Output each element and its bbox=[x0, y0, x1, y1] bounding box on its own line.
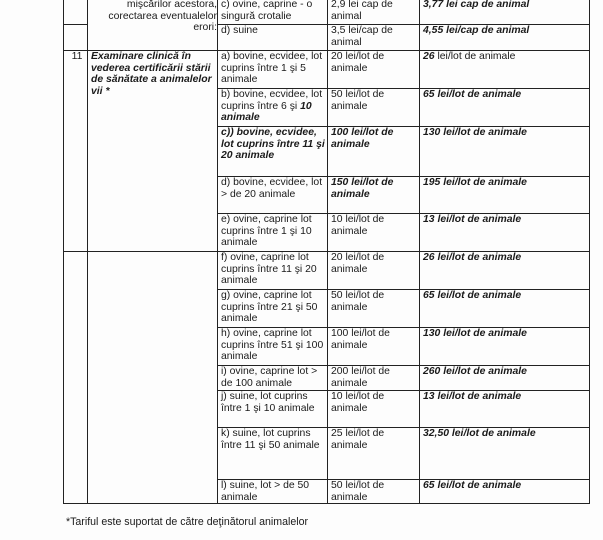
animal-category-cell: g) ovine, caprine lot cuprins între 21 şi 50 animale bbox=[218, 290, 328, 328]
old-tariff-cell: 100 lei/lot de animale bbox=[328, 328, 420, 366]
tariff-text-emphasis: 130 lei/lot de animale bbox=[423, 127, 527, 138]
service-description-cell: mişcărilor acestora, corectarea eventualelor erori: bbox=[88, 0, 218, 51]
animal-category-cell: j) suine, lot cuprins între 1 şi 10 animale bbox=[218, 391, 328, 428]
old-tariff-cell: 50 lei/lot de animale bbox=[328, 480, 420, 504]
tariff-text-emphasis: 150 lei/lot de animale bbox=[331, 177, 394, 200]
new-tariff-cell bbox=[420, 127, 590, 177]
row-number-cell bbox=[64, 25, 88, 51]
tariff-table bbox=[63, 0, 590, 504]
category-text: b) bovine, ecvidee, lot cuprins între 6 şi bbox=[221, 89, 323, 112]
row-number-cell: 11 bbox=[64, 51, 88, 252]
old-tariff-cell: 2,9 lei cap de animal bbox=[328, 0, 420, 25]
tariff-text: 20 lei/lot de animale bbox=[331, 51, 385, 74]
tariff-text-emphasis: 13 lei/lot de animale bbox=[423, 214, 522, 225]
new-tariff-cell: 26 lei/lot de animale bbox=[420, 252, 590, 290]
footnote: *Tariful este suportat de către deţinătorul animalelor bbox=[66, 516, 309, 528]
new-tariff-cell: 13 lei/lot de animale bbox=[420, 391, 590, 428]
old-tariff-cell: 3,5 lei/cap de animal bbox=[328, 25, 420, 51]
old-tariff-cell: 20 lei/lot de animale bbox=[328, 252, 420, 290]
new-tariff-cell bbox=[420, 51, 590, 89]
animal-category-cell bbox=[218, 177, 328, 214]
new-tariff-cell: 130 lei/lot de animale bbox=[420, 328, 590, 366]
tariff-text: 10 lei/lot de animale bbox=[331, 214, 385, 237]
old-tariff-cell: 10 lei/lot de animale bbox=[328, 391, 420, 428]
category-text: d) bovine, ecvidee, lot > de 20 animale bbox=[221, 177, 323, 200]
animal-category-cell: h) ovine, caprine lot cuprins între 51 şi 100 animale bbox=[218, 328, 328, 366]
old-tariff-cell: 200 lei/lot de animale bbox=[328, 366, 420, 391]
animal-category-cell: c) ovine, caprine - o singură crotalie bbox=[218, 0, 328, 25]
old-tariff-cell bbox=[328, 127, 420, 177]
new-tariff-cell: 32,50 lei/lot de animale bbox=[420, 428, 590, 480]
animal-category-cell: d) suine bbox=[218, 25, 328, 51]
animal-category-cell bbox=[218, 214, 328, 252]
old-tariff-cell bbox=[328, 214, 420, 252]
old-tariff-cell: 25 lei/lot de animale bbox=[328, 428, 420, 480]
animal-category-cell: i) ovine, caprine lot > de 100 animale bbox=[218, 366, 328, 391]
row-number-cell bbox=[64, 252, 88, 504]
category-text: e) ovine, caprine lot cuprins între 1 şi 10 animale bbox=[221, 214, 312, 249]
new-tariff-cell: 65 lei/lot de animale bbox=[420, 290, 590, 328]
tariff-text-emphasis: 26 bbox=[423, 51, 435, 62]
animal-category-cell bbox=[218, 89, 328, 127]
table-row bbox=[64, 252, 590, 290]
old-tariff-cell bbox=[328, 89, 420, 127]
new-tariff-cell bbox=[420, 89, 590, 127]
animal-category-cell: k) suine, lot cuprins între 11 şi 50 animale bbox=[218, 428, 328, 480]
table-row bbox=[64, 0, 590, 25]
animal-category-cell: f) ovine, caprine lot cuprins între 11 şi 20 animale bbox=[218, 252, 328, 290]
tariff-text: 50 lei/lot de animale bbox=[331, 89, 385, 112]
tariff-text-emphasis: 100 lei/lot de animale bbox=[331, 127, 394, 150]
new-tariff-cell bbox=[420, 214, 590, 252]
service-description-cell bbox=[88, 252, 218, 504]
tariff-text-emphasis: 65 lei/lot de animale bbox=[423, 89, 522, 100]
tariff-text-emphasis: 195 lei/lot de animale bbox=[423, 177, 527, 188]
old-tariff-cell bbox=[328, 51, 420, 89]
new-tariff-cell: 260 lei/lot de animale bbox=[420, 366, 590, 391]
new-tariff-cell: 3,77 lei cap de animal bbox=[420, 0, 590, 25]
animal-category-cell bbox=[218, 51, 328, 89]
old-tariff-cell: 50 lei/lot de animale bbox=[328, 290, 420, 328]
new-tariff-cell: 4,55 lei/cap de animal bbox=[420, 25, 590, 51]
row-number-cell bbox=[64, 0, 88, 25]
category-text-emphasis: 10 animale bbox=[221, 100, 312, 124]
new-tariff-cell bbox=[420, 177, 590, 214]
old-tariff-cell bbox=[328, 177, 420, 214]
new-tariff-cell: 65 lei/lot de animale bbox=[420, 480, 590, 504]
service-description-cell: Examinare clinică în vederea certificării stării de sănătate a animalelor vii * bbox=[88, 51, 218, 252]
category-text: a) bovine, ecvidee, lot cuprins între 1 şi 5 animale bbox=[221, 51, 323, 86]
animal-category-cell bbox=[218, 127, 328, 177]
category-text-emphasis: c)) bovine, ecvidee, lot cuprins între 11 şi 20 animale bbox=[221, 127, 325, 162]
animal-category-cell: l) suine, lot > de 50 animale bbox=[218, 480, 328, 504]
table-row bbox=[64, 51, 590, 89]
tariff-text: lei/lot de animale bbox=[434, 51, 516, 62]
